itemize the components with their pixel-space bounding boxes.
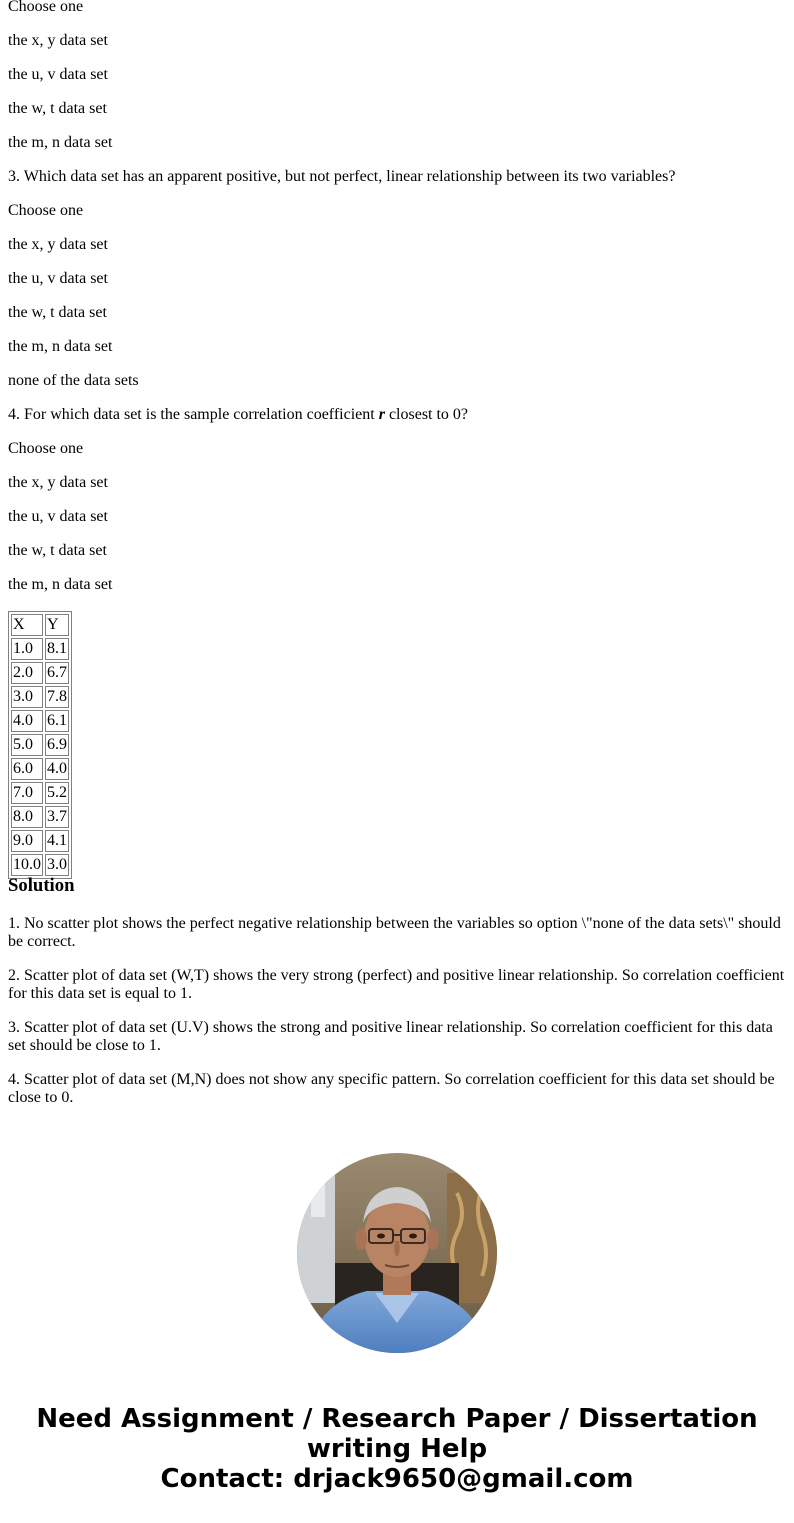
q4-question <box>8 406 468 424</box>
table-row <box>11 806 69 828</box>
table-cell-x: 10.0 <box>11 854 43 876</box>
table-row <box>11 854 69 876</box>
table-cell-y: 6.9 <box>45 734 69 756</box>
promo-line-1: Need Assignment / Research Paper / Dissertation <box>36 1404 758 1434</box>
promo-contact: Contact: drjack9650@gmail.com <box>160 1464 634 1494</box>
table-cell-y: 6.1 <box>45 710 69 732</box>
q4-option-mn[interactable]: the m, n data set <box>8 576 113 593</box>
table-cell-y: 7.8 <box>45 686 69 708</box>
table-row <box>11 686 69 708</box>
person-portrait-icon <box>297 1153 497 1353</box>
solution-paragraph-2: 2. Scatter plot of data set (W,T) shows the very strong (perfect) and positive linear relationship. So correlation coefficient for this data set is equal to 1. <box>8 967 785 1002</box>
solution-paragraph-3: 3. Scatter plot of data set (U.V) shows the strong and positive linear relationship. So correlation coefficient for this data set should be close to 1. <box>8 1019 773 1054</box>
promo-line-2: writing Help <box>306 1434 488 1464</box>
solution-heading: Solution <box>8 875 75 896</box>
q2-option-wt[interactable]: the w, t data set <box>8 100 107 117</box>
table-header-y: Y <box>45 614 69 636</box>
q4-option-uv[interactable]: the u, v data set <box>8 508 108 525</box>
q3-option-uv[interactable]: the u, v data set <box>8 270 108 287</box>
q3-option-wt[interactable]: the w, t data set <box>8 304 107 321</box>
q3-question: 3. Which data set has an apparent positive, but not perfect, linear relationship between its two variables? <box>8 168 676 185</box>
table-cell-x: 4.0 <box>11 710 43 732</box>
q2-option-mn[interactable]: the m, n data set <box>8 134 113 151</box>
q3-option-none[interactable]: none of the data sets <box>8 372 139 389</box>
q4-question-text-after: closest to 0? <box>384 406 469 423</box>
solution-paragraph-4: 4. Scatter plot of data set (M,N) does not show any specific pattern. So correlation coefficient for this data set should be close to 0. <box>8 1071 775 1106</box>
q2-choose-label: Choose one <box>8 0 84 15</box>
table-row <box>11 758 69 780</box>
table-cell-x: 3.0 <box>11 686 43 708</box>
table-cell-y: 3.7 <box>45 806 69 828</box>
table-cell-y: 4.0 <box>45 758 69 780</box>
table-row <box>11 710 69 732</box>
table-cell-y: 5.2 <box>45 782 69 804</box>
q4-question-text-before: 4. For which data set is the sample correlation coefficient <box>8 406 379 423</box>
table-cell-x: 1.0 <box>11 638 43 660</box>
table-cell-x: 9.0 <box>11 830 43 852</box>
table-cell-y: 6.7 <box>45 662 69 684</box>
table-header-row <box>11 614 69 636</box>
table-cell-x: 7.0 <box>11 782 43 804</box>
q4-question-variable: r <box>378 406 385 423</box>
table-row <box>11 662 69 684</box>
xy-data-table <box>8 611 72 879</box>
table-row <box>11 638 69 660</box>
table-cell-y: 3.0 <box>45 854 69 876</box>
q2-option-uv[interactable]: the u, v data set <box>8 66 108 83</box>
table-cell-y: 4.1 <box>45 830 69 852</box>
q3-choose-label: Choose one <box>8 202 84 219</box>
q2-option-xy[interactable]: the x, y data set <box>8 32 108 49</box>
table-row <box>11 782 69 804</box>
q3-option-mn[interactable]: the m, n data set <box>8 338 113 355</box>
table-header-x: X <box>11 614 43 636</box>
solution-paragraph-1: 1. No scatter plot shows the perfect negative relationship between the variables so option \"none of the data sets\" should be correct. <box>8 915 781 950</box>
table-cell-x: 5.0 <box>11 734 43 756</box>
table-cell-x: 8.0 <box>11 806 43 828</box>
table-cell-x: 6.0 <box>11 758 43 780</box>
q4-option-wt[interactable]: the w, t data set <box>8 542 107 559</box>
table-row <box>11 734 69 756</box>
author-avatar <box>297 1153 497 1353</box>
table-row <box>11 830 69 852</box>
table-cell-x: 2.0 <box>11 662 43 684</box>
q3-option-xy[interactable]: the x, y data set <box>8 236 108 253</box>
promo-banner <box>0 1404 794 1494</box>
table-cell-y: 8.1 <box>45 638 69 660</box>
q4-option-xy[interactable]: the x, y data set <box>8 474 108 491</box>
q4-choose-label: Choose one <box>8 440 84 457</box>
